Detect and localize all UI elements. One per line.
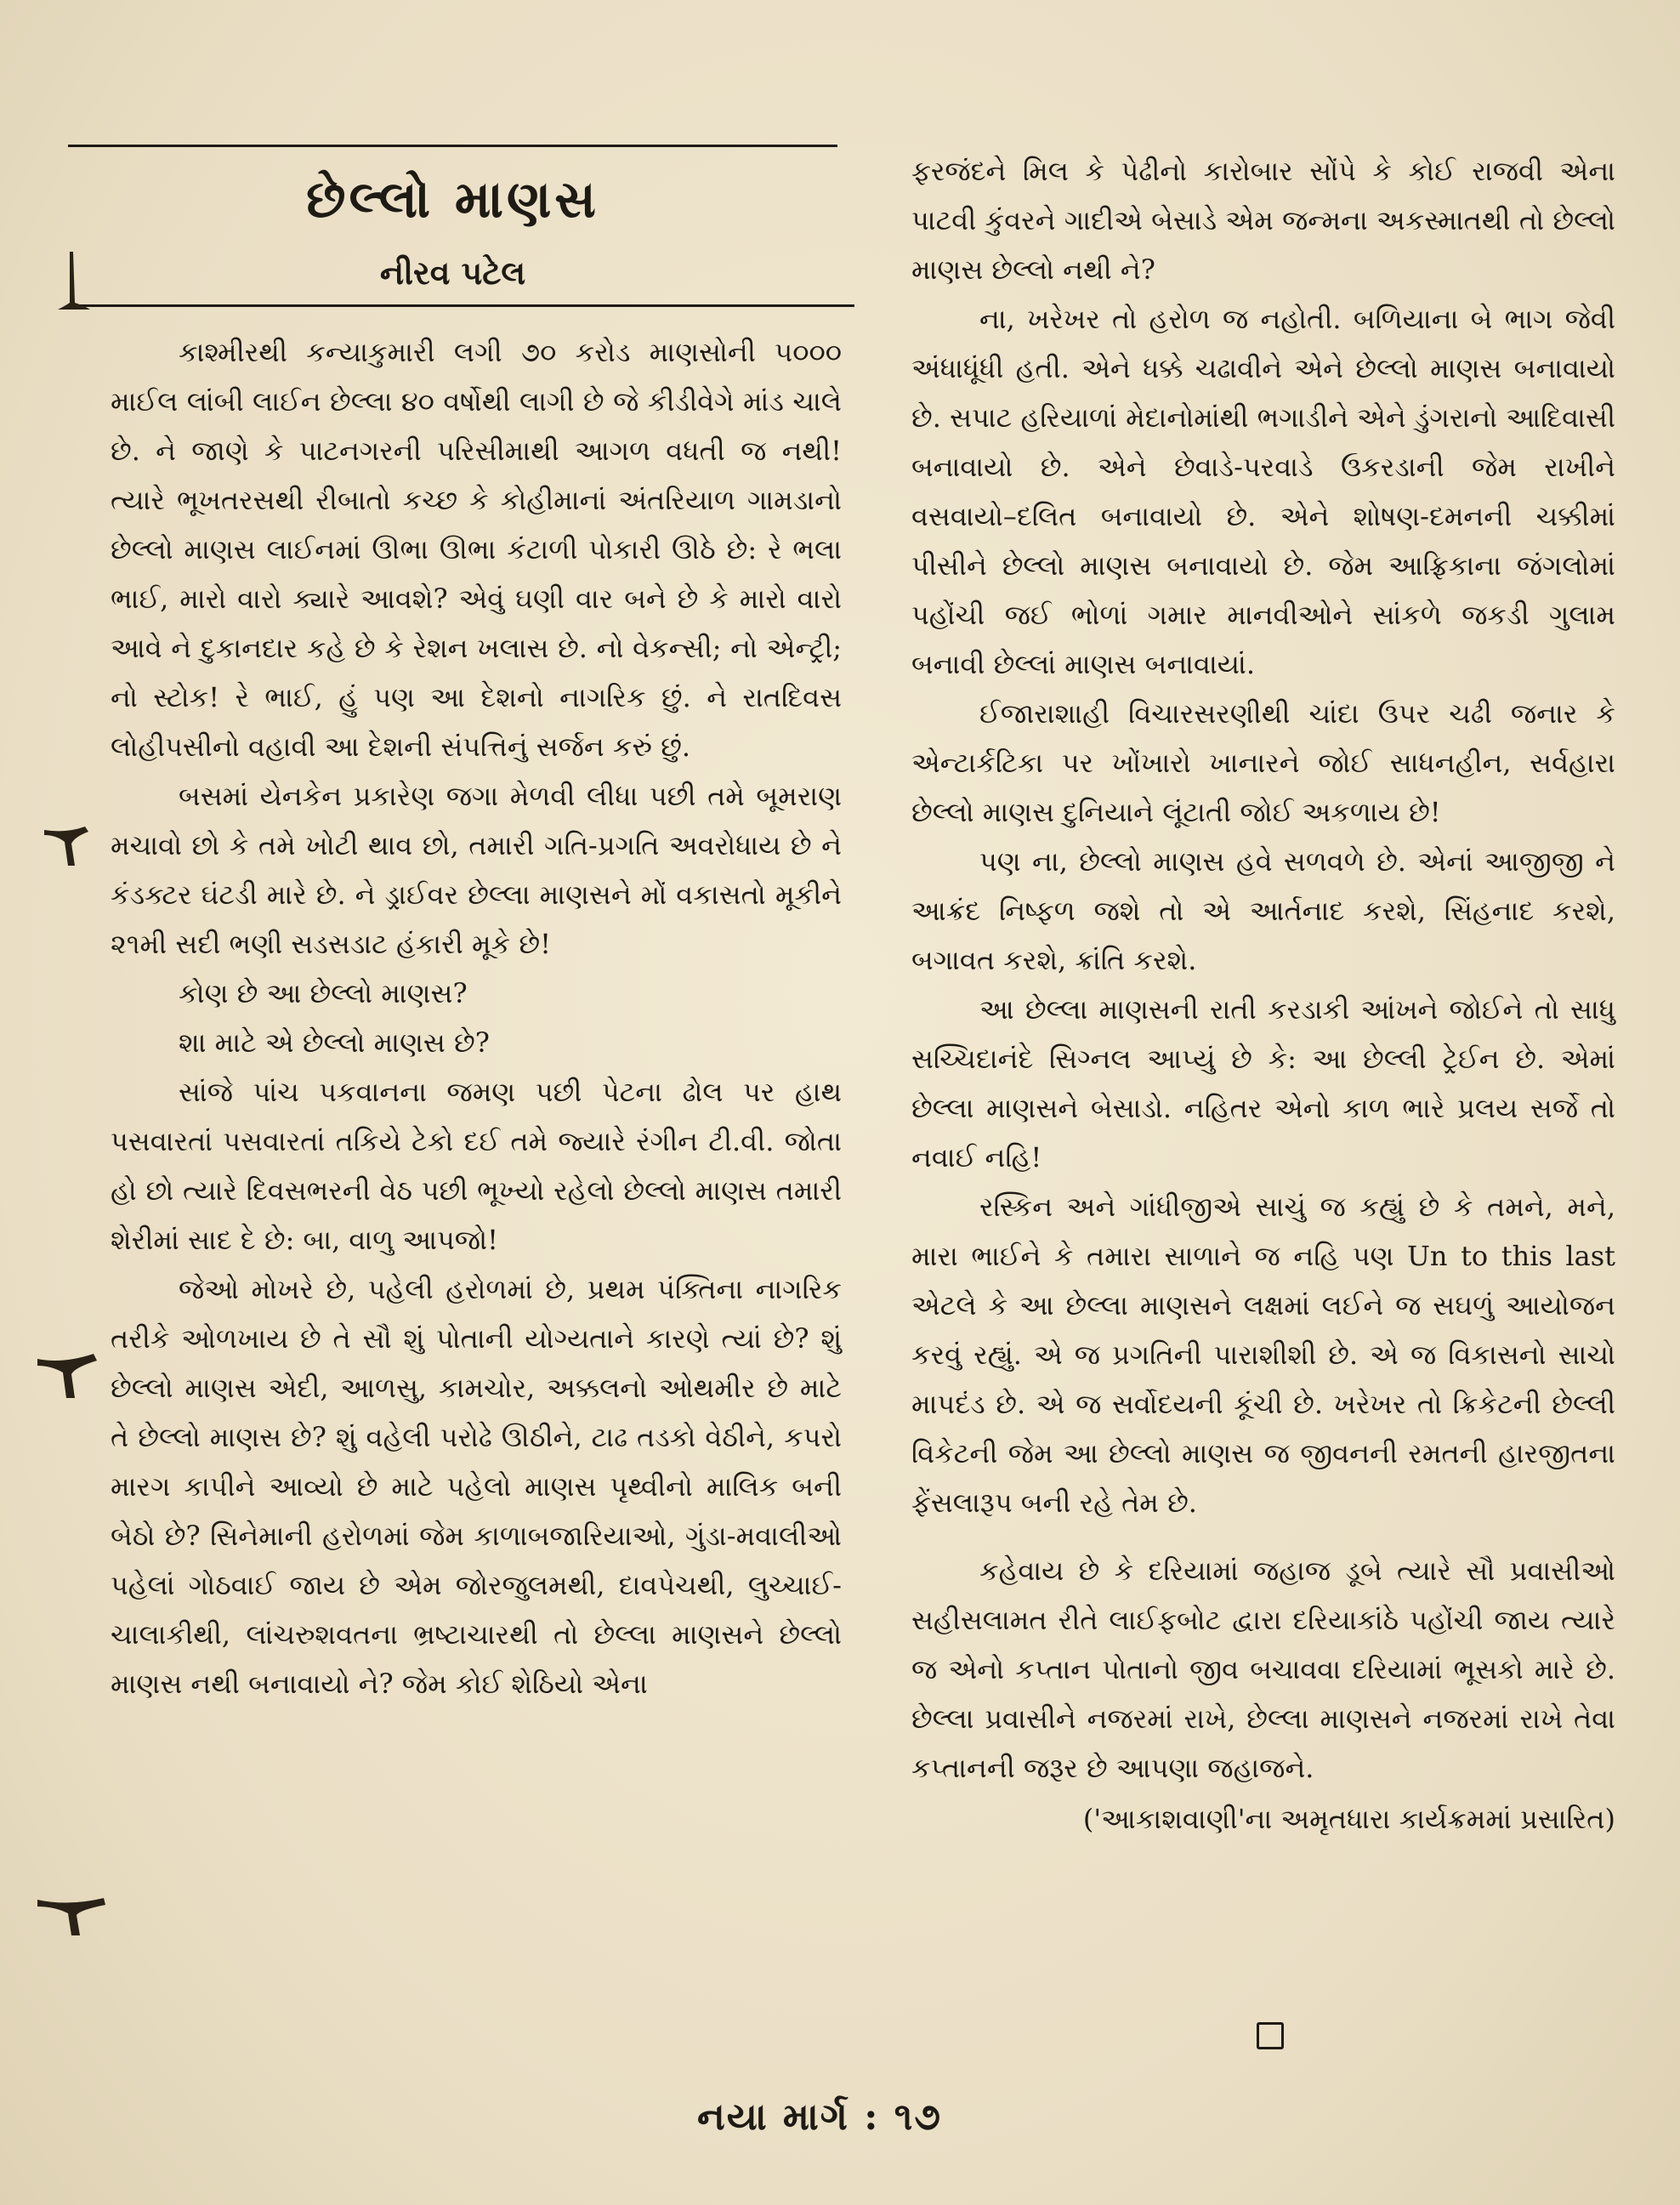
- title-top-rule: [68, 145, 837, 147]
- paragraph: ઈજારાશાહી વિચારસરણીથી ચાંદા ઉપર ચઢી જનાર કે એન્ટાર્કટિકા પર ખોંખારો ખાનારને જોઈ સાધનહીન, સર્વહારા છેલ્લો માણસ દુનિયાને લૂંટાતી જોઈ અકળાય છે!: [911, 697, 1615, 828]
- binding-mark-icon: [34, 1344, 102, 1403]
- paragraph: પણ ના, છેલ્લો માણસ હવે સળવળે છે. એનાં આજીજી ને આક્રંદ નિષ્ફળ જશે તો એ આર્તનાદ કરશે, સિંહનાદ કરશે, બગાવત કરશે, ક્રાંતિ કરશે.: [911, 845, 1615, 976]
- paragraph: રસ્કિન અને ગાંધીજીએ સાચું જ કહ્યું છે કે તમને, મને, મારા ભાઈને કે તમારા સાળાને જ નહિ પણ Un to this last એટલે કે આ છેલ્લા માણસને લક્ષમાં લઈને જ સઘળું આયોજન કરવું રહ્યું. એ જ પ્રગતિની પારાશીશી છે. એ જ વિકાસનો સાચો માપદંડ છે. એ જ સર્વોદયની કૂંચી છે. ખરેખર તો ક્રિકેટની છેલ્લી વિકેટની જેમ આ છેલ્લો માણસ જ જીવનની રમતની હારજીતના ફેંસલારૂપ બની રહે તેમ છે.: [911, 1191, 1615, 1519]
- paragraph: ફરજંદને મિલ કે પેઢીનો કારોબાર સોંપે કે કોઈ રાજવી એના પાટવી કુંવરને ગાદીએ બેસાડે એમ જન્મના અકસ્માતથી તો છેલ્લો માણસ છેલ્લો નથી ને?: [911, 155, 1615, 286]
- paragraph: ના, ખરેખર તો હરોળ જ નહોતી. બળિયાના બે ભાગ જેવી અંધાધૂંધી હતી. એને ધક્કે ચઢાવીને એને છેલ્લો માણસ બનાવાયો છે. સપાટ હરિયાળાં મેદાનોમાંથી ભગાડીને એને ડુંગરાનો આદિવાસી બનાવાયો છે. એને છેવાડે-પરવાડે ઉકરડાની જેમ રાખીને વસવાયો–દલિત બનાવાયો છે. એને શોષણ-દમનની ચક્કીમાં પીસીને છેલ્લો માણસ બનાવાયો છે. જેમ આફ્રિકાના જંગલોમાં પહોંચી જઈ ભોળાં ગમાર માનવીઓને સાંકળે જકડી ગુલામ બનાવી છેલ્લાં માણસ બનાવાયાં.: [911, 303, 1615, 680]
- paragraph: આ છેલ્લા માણસની રાતી કરડાકી આંખને જોઈને તો સાધુ સચ્ચિદાનંદે સિગ્નલ આપ્યું છે કે: આ છેલ્લી ટ્રેઈન છે. એમાં છેલ્લા માણસને બેસાડો. નહિતર એનો કાળ ભારે પ્રલય સર્જે તો નવાઈ નહિ!: [911, 993, 1615, 1174]
- paragraph: બસમાં યેનકેન પ્રકારેણ જગા મેળવી લીધા પછી તમે બૂમરાણ મચાવો છો કે તમે ખોટી થાવ છો, તમારી ગતિ-પ્રગતિ અવરોધાય છે ને કંડક્ટર ઘંટડી મારે છે. ને ડ્રાઈવર છેલ્લા માણસને મોં વકાસતો મૂકીને ૨૧મી સદી ભણી સડસડાટ હંકારી મૂકે છે!: [111, 780, 842, 960]
- end-of-article-box-icon: [1257, 2022, 1284, 2049]
- paragraph: શા માટે એ છેલ્લો માણસ છે?: [179, 1026, 490, 1059]
- binding-mark-icon: [34, 1888, 111, 1939]
- article-title: છેલ્લો માણસ: [306, 170, 599, 230]
- paragraph: કાશ્મીરથી કન્યાકુમારી લગી ૭૦ કરોડ માણસોની ૫૦૦૦ માઈલ લાંબી લાઈન છેલ્લા ૪૦ વર્ષોથી લાગી છે જે કીડીવેગે માંડ ચાલે છે. ને જાણે કે પાટનગરની પરિસીમાથી આગળ વધતી જ નથી! ત્યારે ભૂખતરસથી રીબાતો કચ્છ કે કોહીમાનાં અંતરિયાળ ગામડાનો છેલ્લો માણસ લાઈનમાં ઊભા ઊભા કંટાળી પોકારી ઊઠે છે: રે ભલા ભાઈ, મારો વારો ક્યારે આવશે? એવું ઘણી વાર બને છે કે મારો વારો આવે ને દુકાનદાર કહે છે કે રેશન ખલાસ છે. નો વેકન્સી; નો એન્ટ્રી; નો સ્ટોક! રે ભાઈ, હું પણ આ દેશનો નાગરિક છું. ને રાતદિવસ લોહીપસીનો વહાવી આ દેશની સંપત્તિનું સર્જન કરું છું.: [111, 336, 842, 763]
- source-note: ('આકાશવાણી'ના અમૃતધારા કાર્યક્રમમાં પ્રસારિત): [1082, 1803, 1615, 1835]
- binding-mark-icon: [51, 247, 94, 315]
- paragraph: કોણ છે આ છેલ્લો માણસ?: [179, 977, 468, 1009]
- page-footer: નયા માર્ગ : ૧૭: [697, 2095, 942, 2139]
- paragraph: જેઓ મોખરે છે, પહેલી હરોળમાં છે, પ્રથમ પંક્તિના નાગરિક તરીકે ઓળખાય છે તે સૌ શું પોતાની યોગ્યતાને કારણે ત્યાં છે? શું છેલ્લો માણસ એદી, આળસુ, કામચોર, અક્કલનો ઓથમીર છે માટે તે છેલ્લો માણસ છે? શું વહેલી પરોઢે ઊઠીને, ટાઢ તડકો વેઠીને, કપરો મારગ કાપીને આવ્યો છે માટે પહેલો માણસ પૃથ્વીનો માલિક બની બેઠો છે? સિનેમાની હરોળમાં જેમ કાળાબજારિયાઓ, ગુંડા-મવાલીઓ પહેલાં ગોઠવાઈ જાય છે એમ જોરજુલમથી, દાવપેચથી, લુચ્ચાઈ-ચાલાકીથી, લાંચરુશવતના ભ્રષ્ટાચારથી તો છેલ્લા માણસને છેલ્લો માણસ નથી બનાવાયો ને? જેમ કોઈ શેઠિયો એના: [111, 1273, 842, 1700]
- binding-mark-icon: [41, 818, 100, 869]
- paragraph: સાંજે પાંચ પકવાનના જમણ પછી પેટના ઢોલ પર હાથ પસવારતાં પસવારતાં તકિયે ટેકો દઈ તમે જ્યારે રંગીન ટી.વી. જોતા હો છો ત્યારે દિવસભરની વેઠ પછી ભૂખ્યો રહેલો છેલ્લો માણસ તમારી શેરીમાં સાદ દે છે: બા, વાળુ આપજો!: [111, 1076, 842, 1256]
- left-column: [111, 327, 842, 1708]
- title-bottom-rule: [68, 304, 854, 307]
- paragraph: કહેવાય છે કે દરિયામાં જહાજ ડૂબે ત્યારે સૌ પ્રવાસીઓ સહીસલામત રીતે લાઈફબોટ દ્વારા દરિયાકાંઠે પહોંચી જાય ત્યારે જ એનો કપ્તાન પોતાનો જીવ બચાવવા દરિયામાં ભૂસકો મારે છે. છેલ્લા પ્રવાસીને નજરમાં રાખે, છેલ્લા માણસને નજરમાં રાખે તેવા કપ્તાનની જરૂર છે આપણા જહાજને.: [911, 1554, 1615, 1784]
- right-column: [911, 146, 1615, 1844]
- article-author: નીરવ પટેલ: [379, 253, 526, 292]
